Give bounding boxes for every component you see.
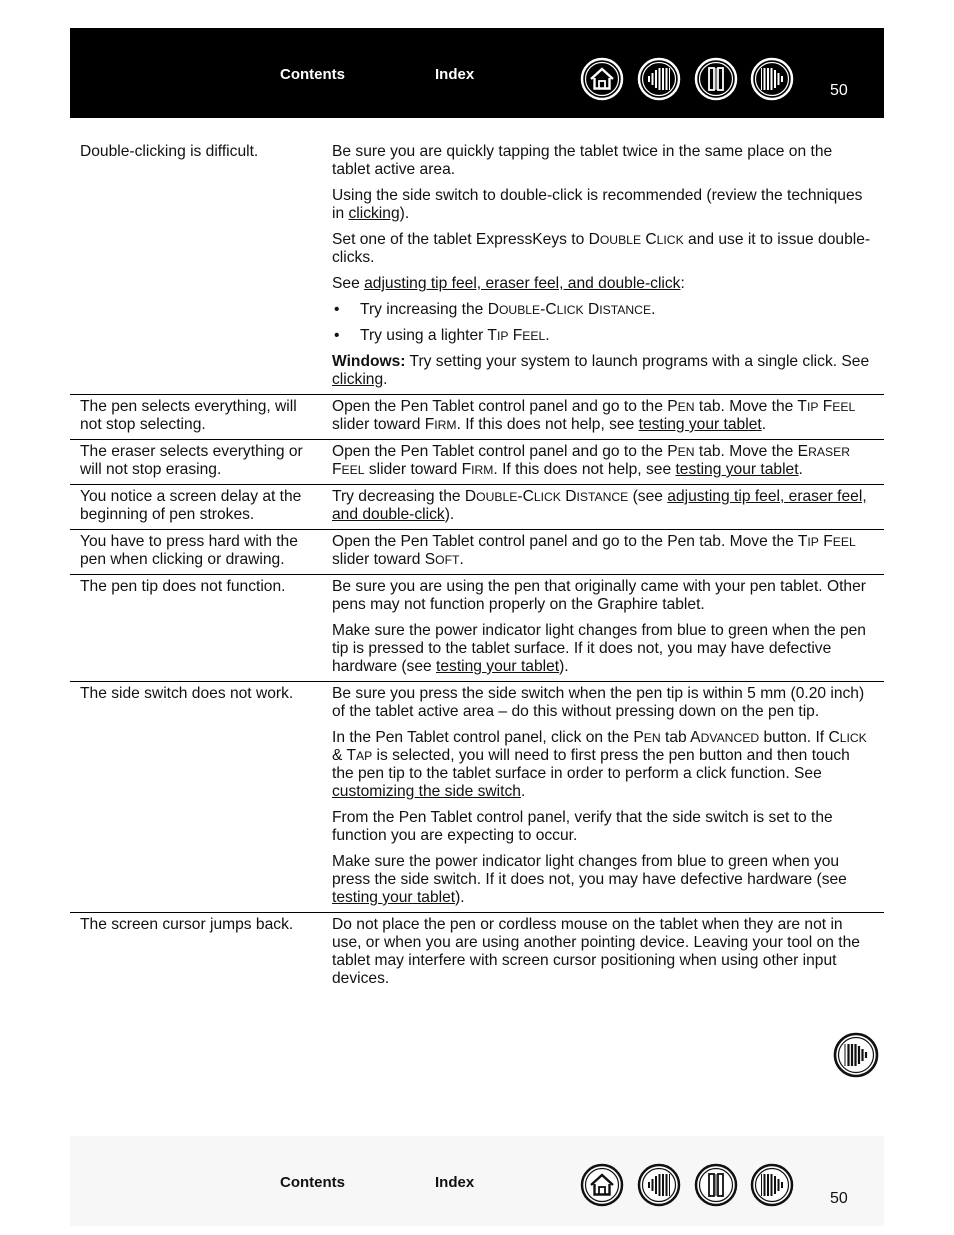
solution-text: Using the side switch to double-click is recommended (review the techniques in clicking). [332, 187, 863, 222]
solution-text: Open the Pen Tablet control panel and go to the PEN tab. Move the TIP FEEL slider toward FIRM. If this does not help, see testing your tablet. [332, 398, 856, 433]
contents-link[interactable]: Contents [280, 1174, 345, 1191]
solution-text: Open the Pen Tablet control panel and go to the PEN tab. Move the ERASER FEEL slider toward FIRM. If this does not help, see testing your tablet. [332, 443, 850, 478]
solution-cell [322, 485, 884, 530]
solution-cell [322, 913, 884, 994]
clicking-link[interactable]: clicking [332, 371, 384, 388]
problem-cell: You have to press hard with the pen when clicking or drawing. [70, 530, 322, 575]
table-row [70, 913, 884, 994]
problem-cell: Double-clicking is difficult. [80, 143, 259, 160]
current-topic-icon[interactable] [694, 1163, 738, 1207]
table-row [70, 440, 884, 485]
adjusting-tip-feel-link[interactable]: adjusting tip feel, eraser feel, and double-click [332, 488, 867, 523]
testing-your-tablet-link[interactable]: testing your tablet [675, 461, 799, 478]
table-row [70, 140, 884, 395]
clicking-link[interactable]: clicking [348, 205, 400, 222]
index-link[interactable]: Index [435, 66, 475, 83]
table-row [70, 395, 884, 440]
solution-text: Try decreasing the DOUBLE-CLICK DISTANCE (see adjusting tip feel, eraser feel, and double-click). [332, 488, 867, 523]
contents-link[interactable]: Contents [280, 66, 345, 83]
solution-text: Be sure you are quickly tapping the tablet twice in the same place on the tablet active area. [332, 143, 833, 178]
adjusting-tip-feel-link[interactable]: adjusting tip feel, eraser feel, and double-click [364, 275, 681, 292]
next-page-icon[interactable] [833, 1032, 879, 1078]
testing-your-tablet-link[interactable]: testing your tablet [436, 658, 560, 675]
problem-cell: The pen tip does not function. [70, 575, 322, 682]
testing-your-tablet-link[interactable]: testing your tablet [332, 889, 456, 906]
solution-cell [322, 682, 884, 913]
home-icon[interactable] [580, 57, 624, 101]
list-item: • Try using a lighter TIP FEEL. [332, 327, 872, 345]
solution-text: Be sure you are using the pen that originally came with your pen tablet. Other pens may not function properly on the Graphire tablet. [332, 578, 866, 613]
solution-text: Be sure you press the side switch when the pen tip is within 5 mm (0.20 inch) of the tablet active area – do this without pressing down on the pen tip. [332, 685, 865, 720]
solution-text: Make sure the power indicator light changes from blue to green when you press the side switch. If it does not, you may have defective hardware (see testing your tablet). [332, 853, 847, 906]
table-row [70, 485, 884, 530]
problem-cell: The eraser selects everything or will not stop erasing. [70, 440, 322, 485]
solution-cell [322, 140, 884, 395]
next-page-icon[interactable] [750, 1163, 794, 1207]
problem-cell: The side switch does not work. [70, 682, 322, 913]
solution-cell [322, 440, 884, 485]
solution-text: Do not place the pen or cordless mouse on the tablet when they are not in use, or when you are using another pointing device. Leaving your tool on the tablet may interfere with screen cursor positioning when using other input devices. [332, 916, 860, 987]
solution-text: From the Pen Tablet control panel, verify that the side switch is set to the function you are expecting to occur. [332, 809, 833, 844]
problem-cell: You notice a screen delay at the beginning of pen strokes. [70, 485, 322, 530]
home-icon[interactable] [580, 1163, 624, 1207]
previous-page-icon[interactable] [637, 1163, 681, 1207]
solution-text: Open the Pen Tablet control panel and go to the Pen tab. Move the TIP FEEL slider toward SOFT. [332, 533, 856, 568]
solution-text: Set one of the tablet ExpressKeys to DOUBLE CLICK and use it to issue double-clicks. [332, 231, 871, 266]
solution-cell [322, 395, 884, 440]
table-row [70, 682, 884, 913]
previous-page-icon[interactable] [637, 57, 681, 101]
page-number: 50 [830, 82, 848, 99]
testing-your-tablet-link[interactable]: testing your tablet [638, 416, 762, 433]
solution-text: See adjusting tip feel, eraser feel, and double-click: [332, 275, 685, 292]
bullet-list [332, 301, 872, 345]
solution-text: In the Pen Tablet control panel, click on the PEN tab ADVANCED button. If CLICK & TAP is selected, you will need to first press the pen button and then touch the pen tip to the tablet surface in order to perform a click function. See customizing the side switch. [332, 729, 867, 800]
header-bar [70, 28, 884, 118]
solution-text: Make sure the power indicator light changes from blue to green when the pen tip is pressed to the tablet surface. If it does not, you may have defective hardware (see testing your tablet). [332, 622, 866, 675]
page-number: 50 [830, 1190, 848, 1207]
problem-cell: The pen selects everything, will not stop selecting. [70, 395, 322, 440]
table-row [70, 530, 884, 575]
next-page-icon[interactable] [750, 57, 794, 101]
problem-cell: The screen cursor jumps back. [70, 913, 322, 994]
troubleshooting-table [70, 140, 884, 993]
footer-bar [70, 1136, 884, 1226]
index-link[interactable]: Index [435, 1174, 475, 1191]
customizing-side-switch-link[interactable]: customizing the side switch [332, 783, 521, 800]
table-row [70, 575, 884, 682]
current-topic-icon[interactable] [694, 57, 738, 101]
solution-cell [322, 530, 884, 575]
solution-text: Windows: Try setting your system to launch programs with a single click. See clicking. [332, 353, 870, 388]
list-item: • Try increasing the DOUBLE-CLICK DISTANCE. [332, 301, 872, 319]
solution-cell [322, 575, 884, 682]
